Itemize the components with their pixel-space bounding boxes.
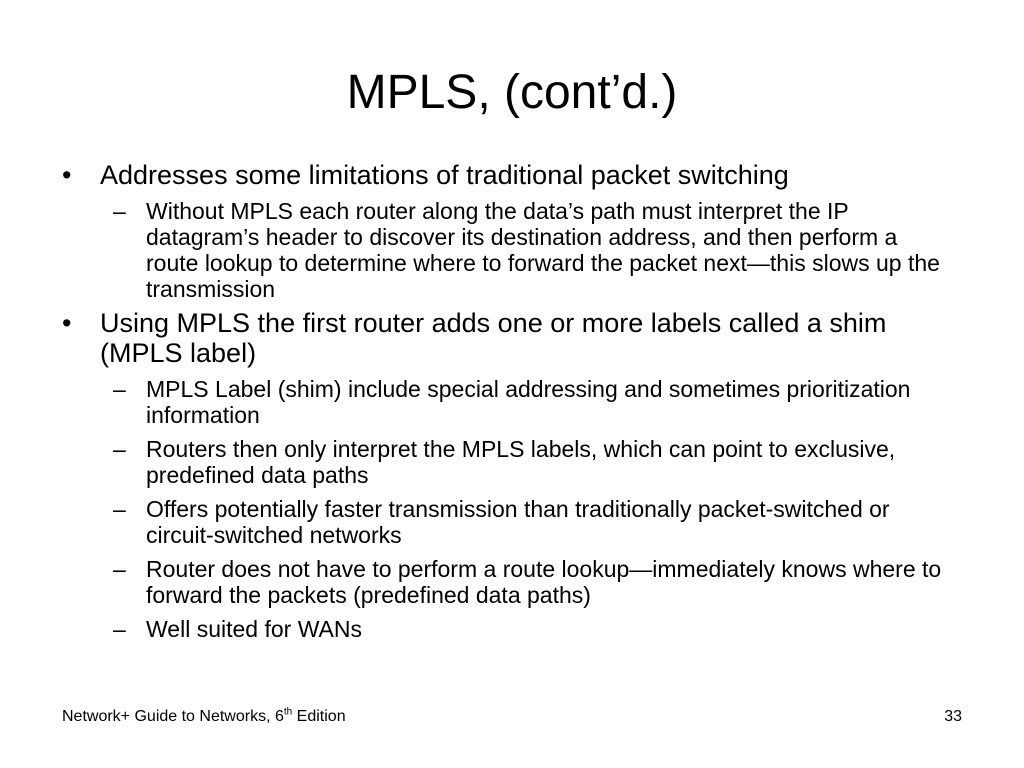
sub-bullet-item	[56, 556, 956, 608]
page-number: 33	[944, 708, 962, 725]
sub-bullet-item	[56, 376, 956, 428]
sub-bullet-item	[56, 198, 956, 302]
sub-bullet-glyph: –	[113, 496, 126, 522]
slide-body	[56, 154, 956, 642]
sub-bullet-text: Offers potentially faster transmission than traditionally packet-switched or circuit-switched networks	[146, 496, 890, 548]
footer-book-title	[62, 707, 346, 727]
slide-title: MPLS, (cont’d.)	[346, 66, 678, 119]
footer-edition-suffix: Edition	[292, 708, 346, 725]
sub-bullet-glyph: –	[113, 436, 126, 462]
sub-bullet-item	[56, 496, 956, 548]
sub-bullet-text: Well suited for WANs	[146, 616, 362, 642]
bullet-text: Addresses some limitations of traditional packet switching	[100, 160, 789, 190]
sub-bullet-item	[56, 436, 956, 488]
sub-bullet-item	[56, 616, 956, 642]
bullet-text: Using MPLS the first router adds one or more labels called a shim (MPLS label)	[100, 308, 887, 368]
sub-bullet-glyph: –	[113, 616, 126, 642]
bullet-glyph: •	[62, 308, 72, 338]
sub-bullet-text: Without MPLS each router along the data’s path must interpret the IP datagram’s header to discover its destination address, and then perform a route lookup to determine where to forward the packet next—this slows up the transmission	[146, 198, 940, 302]
bullet-glyph: •	[62, 160, 72, 190]
footer-edition-superscript: th	[283, 706, 293, 718]
sub-bullet-text: MPLS Label (shim) include special addressing and sometimes prioritization information	[146, 376, 911, 428]
bullet-item	[56, 308, 956, 368]
sub-bullet-glyph: –	[113, 556, 126, 582]
sub-bullet-text: Router does not have to perform a route lookup—immediately knows where to forward the packets (predefined data paths)	[146, 556, 942, 608]
sub-bullet-text: Routers then only interpret the MPLS labels, which can point to exclusive, predefined data paths	[146, 436, 896, 488]
sub-bullet-glyph: –	[113, 198, 126, 224]
bullet-item	[56, 160, 956, 190]
sub-bullet-glyph: –	[113, 376, 126, 402]
footer-book-prefix: Network+ Guide to Networks, 6	[62, 708, 284, 725]
